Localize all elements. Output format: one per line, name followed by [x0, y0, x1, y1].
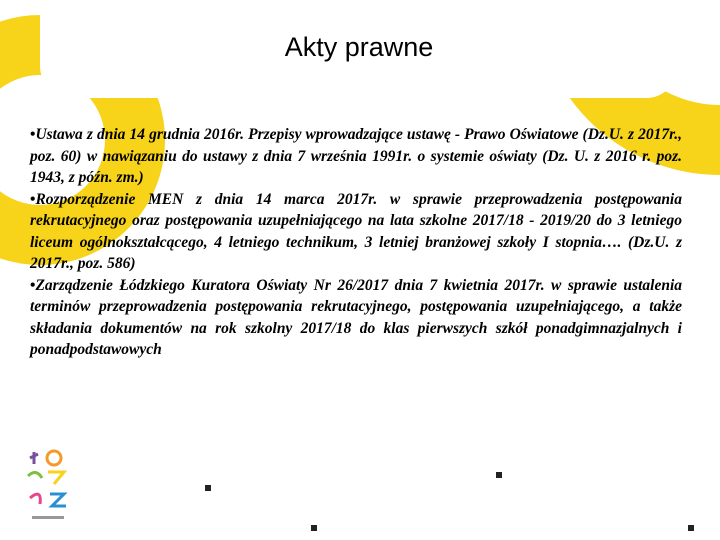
- decorative-dot: [496, 472, 502, 478]
- list-item-text: Zarządzenie Łódzkiego Kuratora Oświaty Nr 26/2017 dnia 7 kwietnia 2017r. w sprawie ustalenia terminów przeprowadzenia postępowania rekrutacyjnego, postępowania uzupełniającego, a także składania dokumentów na rok szkolny 2017/18 do klas pierwszych szkół ponadgimnazjalnych i ponadpodstawowych: [30, 276, 682, 358]
- slide-content: [30, 124, 682, 361]
- list-item: [30, 124, 682, 189]
- decorative-dot: [205, 485, 211, 491]
- lodz-logo-icon: [24, 448, 72, 526]
- bullet-icon: •: [30, 126, 36, 143]
- bullet-icon: •: [30, 276, 36, 294]
- bullet-icon: •: [30, 190, 36, 208]
- title-panel: [40, 0, 678, 98]
- list-item: [30, 189, 682, 275]
- decorative-dot: [311, 525, 317, 531]
- list-item-text: Rozporządzenie MEN z dnia 14 marca 2017r. w sprawie przeprowadzenia postępowania rekrutacyjnego oraz postępowania uzupełniającego na lata szkolne 2017/18 - 2019/20 do 3 letniego liceum ogólnokształcącego, 4 letniego technikum, 3 letniej branżowej szkoły I stopnia…. (Dz.U. z 2017r., poz. 586): [30, 190, 682, 272]
- list-item-text: Ustawa z dnia 14 grudnia 2016r. Przepisy wprowadzające ustawę - Prawo Oświatowe (Dz.U. z 2017r., poz. 60) w nawiązaniu do ustawy z dnia 7 września 1991r. o systemie oświaty (Dz. U. z 2016 r. poz. 1943, z późn. zm.): [30, 126, 682, 186]
- decorative-dot: [688, 525, 694, 531]
- list-item: [30, 275, 682, 361]
- slide-title: Akty prawne: [284, 32, 434, 62]
